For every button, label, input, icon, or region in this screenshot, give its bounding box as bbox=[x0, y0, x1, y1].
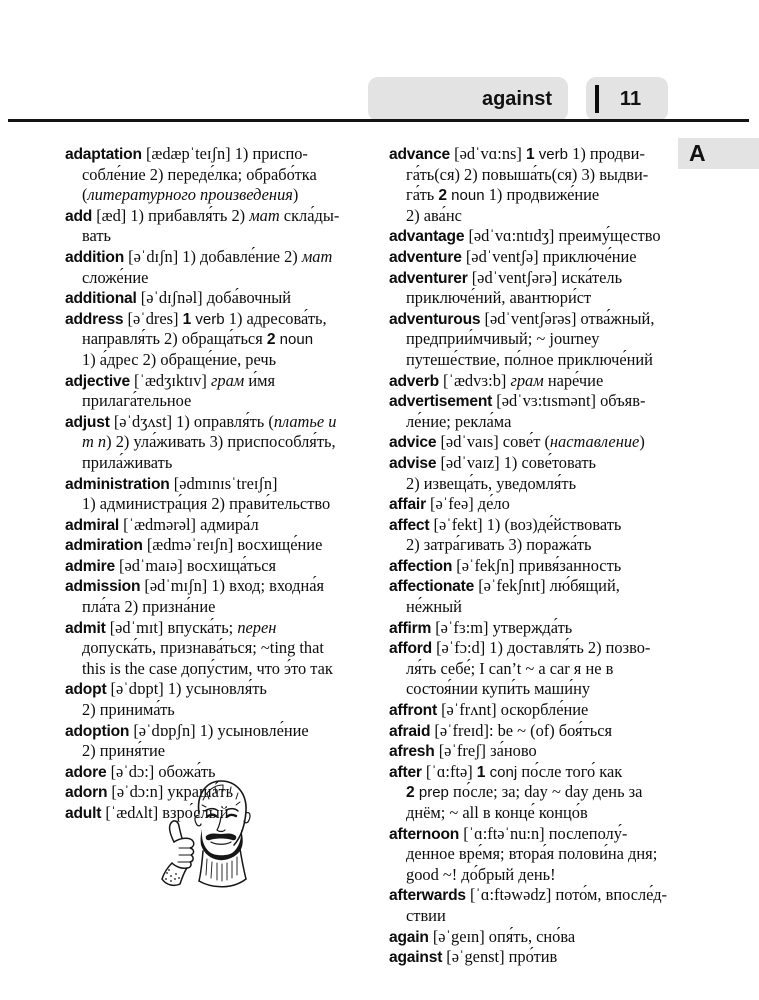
entry-adjective bbox=[65, 371, 373, 412]
entry-line: adorn [əˈdɔ:n] украша́ть bbox=[65, 782, 234, 802]
entry-advertisement bbox=[389, 391, 681, 432]
entry-advantage bbox=[389, 226, 681, 247]
entry-adverb bbox=[389, 371, 681, 392]
entry-afternoon bbox=[389, 824, 681, 886]
entry-addition bbox=[65, 247, 373, 288]
entry-line: 2) извеща́ть, уведомля́ть bbox=[406, 473, 577, 493]
entry-address bbox=[65, 309, 373, 371]
entry-line: advise [ədˈvaɪz] 1) сове́товать bbox=[389, 452, 596, 472]
entry-afresh bbox=[389, 741, 681, 762]
entry-line: afford [əˈfɔ:d] 1) доставля́ть 2) позво- bbox=[389, 638, 651, 658]
entry-line: afraid [əˈfreɪd]: be ~ (of) боя́ться bbox=[389, 720, 613, 740]
entry-line: affection [əˈfekʃn] привя́занность bbox=[389, 555, 622, 575]
entry-affair bbox=[389, 494, 681, 515]
entry-administration bbox=[65, 474, 373, 515]
running-head-guide-word-box bbox=[368, 77, 568, 121]
entry-line: add [æd] 1) прибавля́ть 2) мат скла́ды- bbox=[65, 205, 340, 225]
entry-line: admiration [ædməˈreɪʃn] восхище́ние bbox=[65, 535, 323, 555]
entry-line: against [əˈgenst] про́тив bbox=[389, 947, 558, 967]
entry-line: after [ˈɑ:ftə] 1 conj по́сле того́ как bbox=[389, 761, 623, 781]
entry-line: 1) а́дрес 2) обраще́ние, речь bbox=[82, 349, 277, 369]
entry-affront bbox=[389, 700, 681, 721]
entry-line: affirm [əˈfɜ:m] утвержда́ть bbox=[389, 617, 573, 637]
entry-line: address [əˈdres] 1 verb 1) адресова́ть, bbox=[65, 308, 327, 328]
entry-line: ствии bbox=[406, 905, 446, 925]
entry-line: не́жный bbox=[406, 597, 462, 617]
left-column bbox=[65, 144, 373, 824]
entry-line: пла́та 2) призна́ние bbox=[82, 597, 216, 617]
entry-line: afterwards [ˈɑ:ftəwədz] пото́м, впосле́д- bbox=[389, 885, 668, 905]
entry-line: admiral [ˈædmərəl] адмира́л bbox=[65, 514, 259, 534]
entry-adventurer bbox=[389, 268, 681, 309]
entry-line: направля́ть 2) обраща́ться 2 noun bbox=[82, 329, 314, 349]
letter-tab-A bbox=[678, 138, 759, 169]
entry-line: 2 prep по́сле; за; day ~ day день за bbox=[406, 782, 643, 802]
entry-line: affront [əˈfrʌnt] оскорбле́ние bbox=[389, 700, 589, 720]
entry-line: adventure [ədˈventʃə] приключе́ние bbox=[389, 246, 637, 266]
entry-admiration bbox=[65, 535, 373, 556]
entry-affectionate bbox=[389, 576, 681, 617]
entry-line: adopt [əˈdɒpt] 1) усыновля́ть bbox=[65, 679, 267, 699]
entry-advise bbox=[389, 453, 681, 494]
entry-line: adventurer [ədˈventʃərə] иска́тель bbox=[389, 267, 623, 287]
entry-afterwards bbox=[389, 885, 681, 926]
entry-adoption bbox=[65, 721, 373, 762]
page-number-box bbox=[586, 77, 668, 121]
entry-line: га́ть(ся) 2) повыша́ть(ся) 3) выдви- bbox=[406, 164, 649, 184]
entry-line: adaptation [ædæpˈteɪʃn] 1) приспо- bbox=[65, 144, 308, 163]
entry-adopt bbox=[65, 679, 373, 720]
entry-line: advice [ədˈvaɪs] сове́т (наставление) bbox=[389, 432, 645, 452]
entry-admiral bbox=[65, 515, 373, 536]
entry-line: приключе́ний, авантюри́ст bbox=[406, 288, 592, 308]
entry-line: again [əˈgeɪn] опя́ть, сно́ва bbox=[389, 926, 576, 946]
entry-line: 2) приня́тие bbox=[82, 741, 166, 761]
entry-line: adventurous [ədˈventʃərəs] отва́жный, bbox=[389, 308, 655, 328]
entry-line: admire [ədˈmaɪə] восхища́ться bbox=[65, 555, 277, 575]
entry-line: денное вре́мя; втора́я полови́на дня; bbox=[406, 844, 658, 864]
entry-line: днём; ~ all в конце́ концо́в bbox=[406, 803, 588, 822]
entry-admire bbox=[65, 556, 373, 577]
entry-adventurous bbox=[389, 309, 681, 371]
entry-line: 2) принима́ть bbox=[82, 700, 175, 720]
entry-line: this is the case допу́стим, что э́то так bbox=[82, 658, 333, 678]
entry-adventure bbox=[389, 247, 681, 268]
entry-line: га́ть 2 noun 1) продвиже́ние bbox=[406, 185, 600, 205]
entry-afford bbox=[389, 638, 681, 700]
entry-line: состоя́нии купи́ть маши́ну bbox=[406, 679, 591, 699]
entry-line: ле́ние; рекла́ма bbox=[406, 411, 512, 431]
header-rule bbox=[8, 119, 749, 122]
entry-afraid bbox=[389, 721, 681, 742]
entry-admit bbox=[65, 618, 373, 680]
entry-line: adjective [ˈædʒɪktɪv] грам и́мя bbox=[65, 370, 276, 390]
entry-line: ля́ть себе́; I can’t ~ a car я не в bbox=[406, 658, 614, 678]
entry-line: вать bbox=[82, 226, 112, 246]
entry-line: admission [ədˈmɪʃn] 1) вход; входна́я bbox=[65, 576, 325, 596]
entry-after bbox=[389, 762, 681, 824]
entry-line: 2) ава́нс bbox=[406, 205, 462, 225]
guide-word: against bbox=[481, 87, 552, 110]
entry-again bbox=[389, 927, 681, 948]
entry-line: good ~! до́брый день! bbox=[406, 864, 556, 884]
entry-line: adverb [ˈædvɜ:b] грам наре́чие bbox=[389, 370, 604, 390]
entry-line: 1) администра́ция 2) прави́тельство bbox=[82, 494, 331, 514]
entry-line: т п) 2) ула́живать 3) приспособля́ть, bbox=[82, 432, 336, 452]
entry-adjust bbox=[65, 412, 373, 474]
entry-line: affect [əˈfekt] 1) (воз)де́йствовать bbox=[389, 514, 622, 534]
letter-tab-label: A bbox=[689, 140, 706, 166]
entry-line: 2) затра́гивать 3) поража́ть bbox=[406, 535, 592, 555]
entry-line: addition [əˈdɪʃn] 1) добавле́ние 2) мат bbox=[65, 246, 333, 266]
entry-line: путеше́ствие, по́лное приключе́ний bbox=[406, 349, 653, 369]
page-number: 11 bbox=[619, 87, 642, 110]
entry-line: afresh [əˈfreʃ] за́ново bbox=[389, 741, 537, 761]
entry-line: admit [ədˈmɪt] впуска́ть; перен bbox=[65, 617, 277, 637]
thumbs-up-man-illustration bbox=[150, 778, 262, 916]
entry-line: adore [əˈdɔ:] обожа́ть bbox=[65, 761, 216, 781]
entry-line: affair [əˈfeə] де́ло bbox=[389, 494, 510, 514]
entry-line: предприи́мчивый; ~ journey bbox=[406, 329, 600, 349]
entry-line: advantage [ədˈvɑ:ntɪdʒ] преиму́щество bbox=[389, 226, 661, 246]
entry-affirm bbox=[389, 618, 681, 639]
entry-line: afternoon [ˈɑ:ftəˈnu:n] послеполу́- bbox=[389, 823, 628, 843]
entry-against bbox=[389, 947, 681, 968]
entry-line: adoption [əˈdɒpʃn] 1) усыновле́ние bbox=[65, 720, 309, 740]
entry-line: advance [ədˈvɑ:ns] 1 verb 1) продви- bbox=[389, 144, 645, 163]
entry-line: additional [əˈdɪʃnəl] доба́вочный bbox=[65, 288, 292, 308]
right-column bbox=[389, 144, 681, 968]
entry-line: собле́ние 2) переде́лка; обрабо́тка bbox=[82, 164, 317, 184]
entry-line: adjust [əˈdʒʌst] 1) оправля́ть (платье и bbox=[65, 411, 337, 431]
entry-line: adult [ˈædʌlt] взро́слый bbox=[65, 803, 229, 822]
entry-line: administration [ədmɪnɪsˈtreɪʃn] bbox=[65, 473, 278, 493]
entry-advance bbox=[389, 144, 681, 226]
entry-line: affectionate [əˈfekʃnɪt] лю́бящий, bbox=[389, 576, 620, 596]
entry-affect bbox=[389, 515, 681, 556]
entry-admission bbox=[65, 576, 373, 617]
entry-line: прила́живать bbox=[82, 452, 173, 472]
entry-affection bbox=[389, 556, 681, 577]
entry-add bbox=[65, 206, 373, 247]
entry-line: сложе́ние bbox=[82, 267, 149, 287]
entry-line: прилага́тельное bbox=[82, 391, 192, 411]
entry-adaptation bbox=[65, 144, 373, 206]
entry-line: допуска́ть, признава́ться; ~ting that bbox=[82, 638, 324, 658]
entry-line: (литературного произведения) bbox=[82, 185, 299, 205]
entry-line: advertisement [ədˈvɜ:tɪsmənt] объяв- bbox=[389, 391, 646, 411]
entry-advice bbox=[389, 432, 681, 453]
entry-additional bbox=[65, 288, 373, 309]
